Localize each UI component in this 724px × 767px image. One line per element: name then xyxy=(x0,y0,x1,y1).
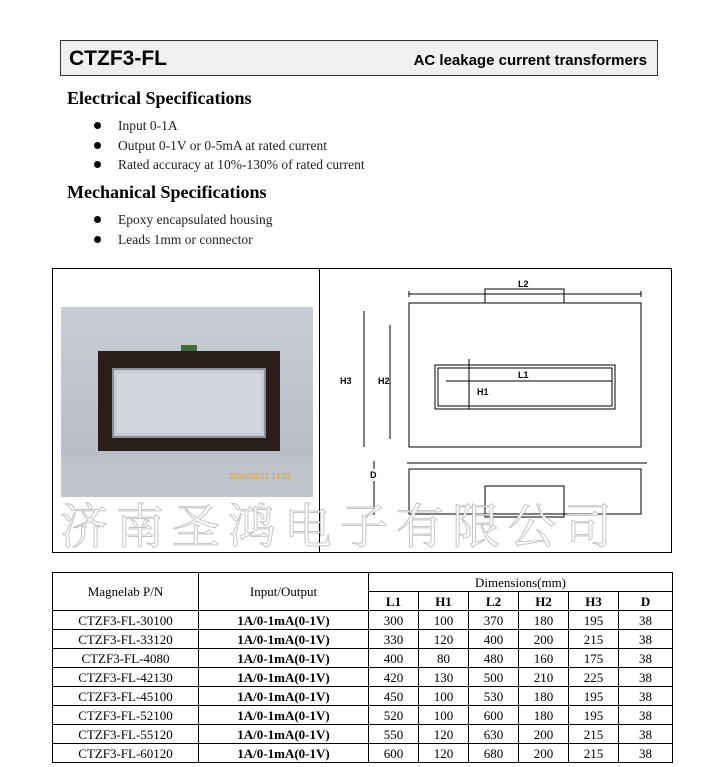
mechanical-specs-list xyxy=(93,210,272,249)
input-output-cell: 1A/0-1mA(0-1V) xyxy=(199,744,369,763)
part-number-cell: CTZF3-FL-55120 xyxy=(53,725,199,744)
dimension-cell-h1: 120 xyxy=(419,744,469,763)
company-watermark: 济南圣鸿电子有限公司 xyxy=(60,499,621,555)
dimension-cell-h2: 180 xyxy=(519,611,569,630)
dimension-cell-l1: 420 xyxy=(369,668,419,687)
electrical-specs-heading: Electrical Specifications xyxy=(67,88,252,108)
dimension-cell-h2: 180 xyxy=(519,706,569,725)
dimension-cell-h2: 200 xyxy=(519,744,569,763)
dimension-cell-h3: 195 xyxy=(569,611,619,630)
input-output-cell: 1A/0-1mA(0-1V) xyxy=(199,630,369,649)
electrical-specs-list xyxy=(93,116,365,175)
product-description: AC leakage current transformers xyxy=(413,52,647,69)
input-output-cell: 1A/0-1mA(0-1V) xyxy=(199,649,369,668)
table-row xyxy=(53,630,673,649)
dimension-cell-h1: 80 xyxy=(419,649,469,668)
table-header-row xyxy=(53,573,673,592)
column-header-pn: Magnelab P/N xyxy=(53,573,199,611)
dimension-cell-d: 38 xyxy=(619,630,673,649)
dimension-cell-d: 38 xyxy=(619,744,673,763)
dimension-cell-l1: 400 xyxy=(369,649,419,668)
table-row xyxy=(53,744,673,763)
dimension-cell-h2: 200 xyxy=(519,630,569,649)
column-header-l2: L2 xyxy=(469,592,519,611)
label-h3: H3 xyxy=(340,376,352,386)
dimension-cell-l1: 600 xyxy=(369,744,419,763)
dimension-cell-h3: 175 xyxy=(569,649,619,668)
part-number-cell: CTZF3-FL-52100 xyxy=(53,706,199,725)
dimension-cell-h2: 160 xyxy=(519,649,569,668)
part-number-cell: CTZF3-FL-30100 xyxy=(53,611,199,630)
dimension-cell-h3: 195 xyxy=(569,706,619,725)
dimension-cell-h2: 210 xyxy=(519,668,569,687)
dimension-cell-l2: 630 xyxy=(469,725,519,744)
dimension-cell-l1: 450 xyxy=(369,687,419,706)
dimension-cell-l1: 300 xyxy=(369,611,419,630)
dimension-cell-l2: 400 xyxy=(469,630,519,649)
list-item: Output 0-1V or 0-5mA at rated current xyxy=(93,136,365,156)
table-row xyxy=(53,706,673,725)
part-number-cell: CTZF3-FL-4080 xyxy=(53,649,199,668)
column-header-h2: H2 xyxy=(519,592,569,611)
dimension-cell-l1: 550 xyxy=(369,725,419,744)
dimension-cell-h3: 215 xyxy=(569,744,619,763)
mechanical-specs-heading: Mechanical Specifications xyxy=(67,182,267,202)
label-h2: H2 xyxy=(378,376,390,386)
transformer-photo-illustration xyxy=(61,307,313,497)
dimension-cell-h1: 100 xyxy=(419,687,469,706)
table-row xyxy=(53,687,673,706)
dimension-cell-d: 38 xyxy=(619,668,673,687)
dimension-cell-l1: 330 xyxy=(369,630,419,649)
dimension-cell-h1: 100 xyxy=(419,611,469,630)
dimension-cell-h3: 215 xyxy=(569,630,619,649)
label-l2: L2 xyxy=(518,279,529,289)
dimension-cell-h3: 215 xyxy=(569,725,619,744)
part-number-cell: CTZF3-FL-60120 xyxy=(53,744,199,763)
dimension-cell-h3: 195 xyxy=(569,687,619,706)
dimension-cell-l1: 520 xyxy=(369,706,419,725)
part-number-cell: CTZF3-FL-45100 xyxy=(53,687,199,706)
title-banner xyxy=(60,40,658,76)
column-header-h1: H1 xyxy=(419,592,469,611)
photo-timestamp: 2010/03/27 14:32 xyxy=(229,472,292,481)
product-photo xyxy=(61,307,313,497)
column-header-l1: L1 xyxy=(369,592,419,611)
dimension-cell-d: 38 xyxy=(619,687,673,706)
dimension-cell-l2: 600 xyxy=(469,706,519,725)
dimension-cell-d: 38 xyxy=(619,649,673,668)
dimension-cell-h2: 200 xyxy=(519,725,569,744)
list-item: Epoxy encapsulated housing xyxy=(93,210,272,230)
table-row xyxy=(53,668,673,687)
input-output-cell: 1A/0-1mA(0-1V) xyxy=(199,611,369,630)
list-item: Input 0-1A xyxy=(93,116,365,136)
column-header-d: D xyxy=(619,592,673,611)
dimension-cell-h1: 120 xyxy=(419,630,469,649)
dimension-cell-h3: 225 xyxy=(569,668,619,687)
dimension-cell-l2: 530 xyxy=(469,687,519,706)
label-l1: L1 xyxy=(518,370,529,380)
dimension-cell-h1: 120 xyxy=(419,725,469,744)
model-title: CTZF3-FL xyxy=(69,47,167,70)
table-row xyxy=(53,611,673,630)
column-header-dimensions: Dimensions(mm) xyxy=(369,573,673,592)
list-item: Leads 1mm or connector xyxy=(93,230,272,250)
column-header-io: Input/Output xyxy=(199,573,369,611)
dimension-cell-l2: 370 xyxy=(469,611,519,630)
dimension-cell-d: 38 xyxy=(619,725,673,744)
table-row xyxy=(53,725,673,744)
input-output-cell: 1A/0-1mA(0-1V) xyxy=(199,725,369,744)
input-output-cell: 1A/0-1mA(0-1V) xyxy=(199,687,369,706)
part-number-cell: CTZF3-FL-42130 xyxy=(53,668,199,687)
part-number-cell: CTZF3-FL-33120 xyxy=(53,630,199,649)
dimension-cell-l2: 500 xyxy=(469,668,519,687)
label-h1: H1 xyxy=(477,387,489,397)
dimension-cell-h1: 130 xyxy=(419,668,469,687)
column-header-h3: H3 xyxy=(569,592,619,611)
specifications-table xyxy=(52,572,673,763)
dimension-cell-l2: 680 xyxy=(469,744,519,763)
input-output-cell: 1A/0-1mA(0-1V) xyxy=(199,706,369,725)
list-item: Rated accuracy at 10%-130% of rated current xyxy=(93,155,365,175)
table-row xyxy=(53,649,673,668)
dimension-cell-h2: 180 xyxy=(519,687,569,706)
dimension-cell-d: 38 xyxy=(619,611,673,630)
input-output-cell: 1A/0-1mA(0-1V) xyxy=(199,668,369,687)
dimension-cell-d: 38 xyxy=(619,706,673,725)
dimension-cell-l2: 480 xyxy=(469,649,519,668)
label-d: D xyxy=(370,470,377,480)
dimension-cell-h1: 100 xyxy=(419,706,469,725)
